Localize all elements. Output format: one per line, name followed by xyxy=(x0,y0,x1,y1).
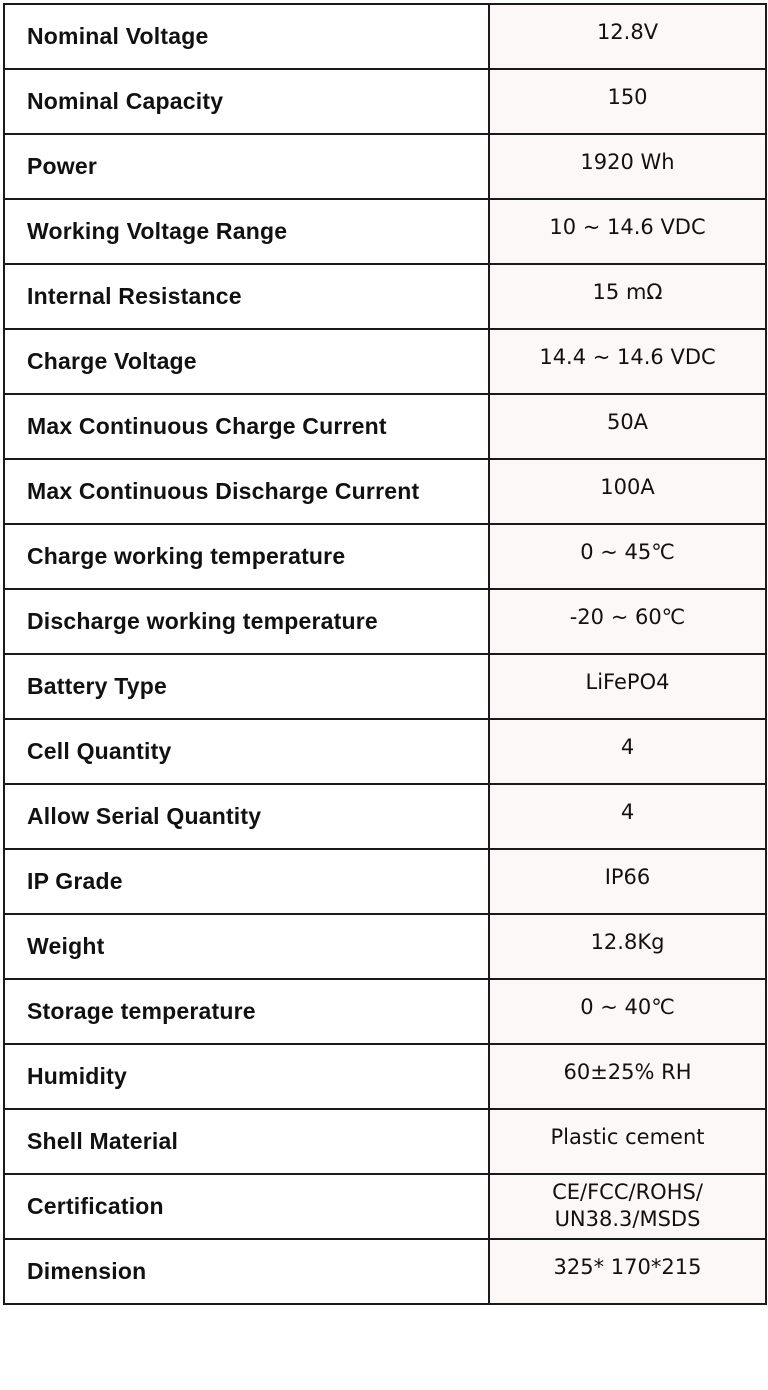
spec-row xyxy=(4,329,766,394)
spec-row xyxy=(4,654,766,719)
spec-label: Nominal Capacity xyxy=(4,69,489,134)
spec-row xyxy=(4,1044,766,1109)
spec-row xyxy=(4,394,766,459)
spec-label: Working Voltage Range xyxy=(4,199,489,264)
spec-value: 12.8Kg xyxy=(590,930,665,955)
spec-value: 150 xyxy=(607,85,648,110)
spec-value-cell xyxy=(489,264,766,329)
spec-row xyxy=(4,784,766,849)
spec-label: Max Continuous Discharge Current xyxy=(4,459,489,524)
spec-value: Plastic cement xyxy=(550,1125,705,1150)
spec-value-cell xyxy=(489,134,766,199)
spec-value: IP66 xyxy=(604,865,651,890)
spec-value-cell xyxy=(489,719,766,784)
spec-label: Charge Voltage xyxy=(4,329,489,394)
spec-value-cell xyxy=(489,1044,766,1109)
spec-value: 60±25% RH xyxy=(563,1060,692,1085)
spec-value-cell xyxy=(489,914,766,979)
spec-row xyxy=(4,4,766,69)
spec-label: Battery Type xyxy=(4,654,489,719)
spec-value-cell xyxy=(489,199,766,264)
spec-value: 1920 Wh xyxy=(580,150,675,175)
spec-value: -20 ~ 60℃ xyxy=(569,605,686,630)
spec-label: Shell Material xyxy=(4,1109,489,1174)
spec-label: Humidity xyxy=(4,1044,489,1109)
spec-value-cell xyxy=(489,1239,766,1304)
spec-value: 50A xyxy=(606,410,649,435)
spec-value: 14.4 ~ 14.6 VDC xyxy=(539,345,716,370)
spec-label: Allow Serial Quantity xyxy=(4,784,489,849)
spec-value: 4 xyxy=(620,800,635,825)
spec-table xyxy=(3,3,767,1305)
spec-value-cell xyxy=(489,849,766,914)
spec-value: 10 ~ 14.6 VDC xyxy=(549,215,706,240)
spec-row xyxy=(4,1109,766,1174)
spec-value-cell xyxy=(489,1109,766,1174)
spec-value-cell xyxy=(489,4,766,69)
spec-row xyxy=(4,979,766,1044)
spec-label: Weight xyxy=(4,914,489,979)
spec-value: 0 ~ 40℃ xyxy=(580,995,675,1020)
spec-label: Power xyxy=(4,134,489,199)
spec-row xyxy=(4,1239,766,1304)
spec-value-cell xyxy=(489,69,766,134)
spec-row xyxy=(4,719,766,784)
spec-value-cell xyxy=(489,979,766,1044)
spec-value-cell xyxy=(489,394,766,459)
spec-row xyxy=(4,849,766,914)
spec-value-cell xyxy=(489,784,766,849)
spec-value: LiFePO4 xyxy=(585,670,670,695)
spec-value: 4 xyxy=(620,735,635,760)
spec-value-cell xyxy=(489,654,766,719)
spec-row xyxy=(4,264,766,329)
spec-label: IP Grade xyxy=(4,849,489,914)
spec-row xyxy=(4,69,766,134)
spec-label: Discharge working temperature xyxy=(4,589,489,654)
spec-label: Charge working temperature xyxy=(4,524,489,589)
spec-row xyxy=(4,914,766,979)
spec-label: Storage temperature xyxy=(4,979,489,1044)
spec-value-cell xyxy=(489,524,766,589)
spec-label: Certification xyxy=(4,1174,489,1239)
spec-row xyxy=(4,199,766,264)
spec-label: Max Continuous Charge Current xyxy=(4,394,489,459)
spec-label: Dimension xyxy=(4,1239,489,1304)
spec-value: CE/FCC/ROHS/ UN38.3/MSDS xyxy=(552,1180,703,1231)
spec-value-cell xyxy=(489,459,766,524)
spec-value-cell xyxy=(489,329,766,394)
spec-value: 15 mΩ xyxy=(592,280,663,305)
spec-row xyxy=(4,1174,766,1239)
spec-row xyxy=(4,589,766,654)
spec-label: Internal Resistance xyxy=(4,264,489,329)
spec-row xyxy=(4,459,766,524)
spec-value: 325* 170*215 xyxy=(553,1255,702,1280)
spec-value: 12.8V xyxy=(596,20,659,45)
spec-value-cell xyxy=(489,1174,766,1239)
spec-value: 100A xyxy=(600,475,655,500)
spec-value: 0 ~ 45℃ xyxy=(580,540,675,565)
spec-label: Cell Quantity xyxy=(4,719,489,784)
spec-row xyxy=(4,524,766,589)
spec-table-body xyxy=(4,4,766,1304)
spec-row xyxy=(4,134,766,199)
spec-label: Nominal Voltage xyxy=(4,4,489,69)
spec-value-cell xyxy=(489,589,766,654)
